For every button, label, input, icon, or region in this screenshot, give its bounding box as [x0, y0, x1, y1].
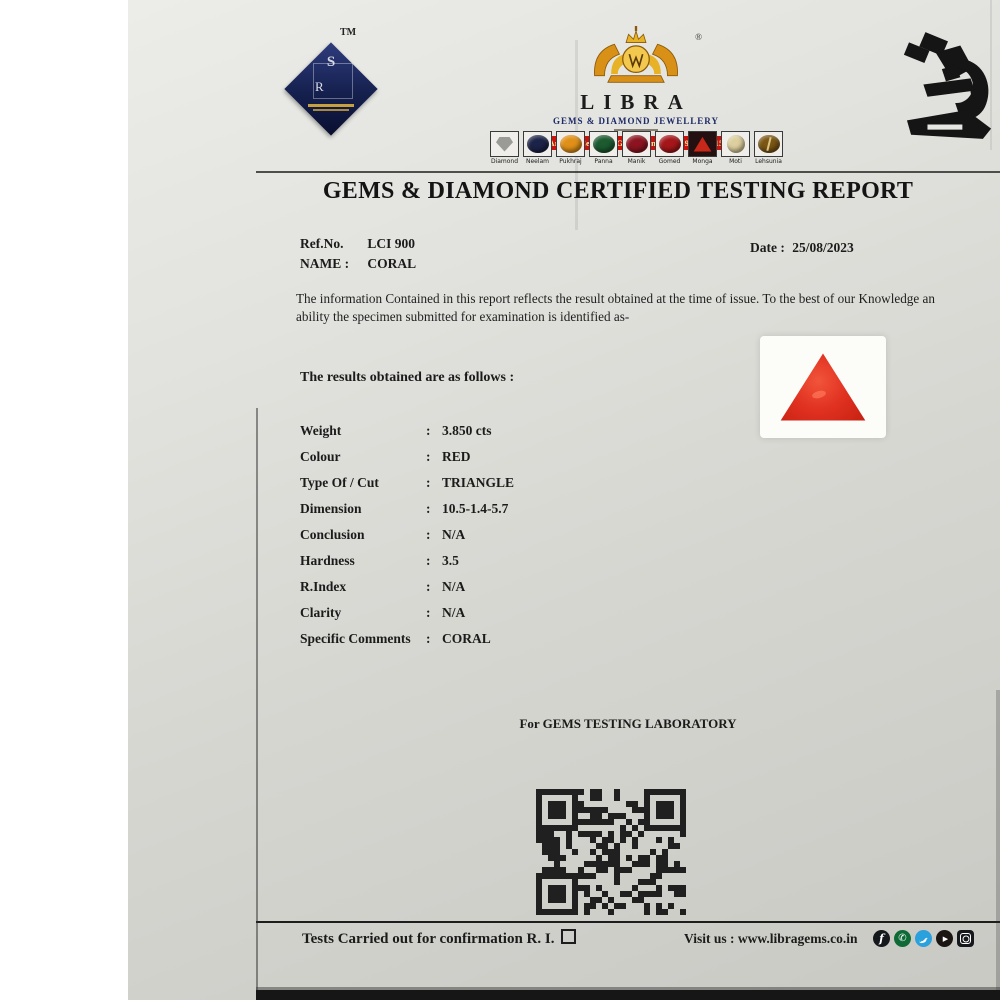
specimen-photo	[760, 336, 886, 438]
sr-diamond-logo	[284, 42, 378, 136]
footer-tests-note: Tests Carried out for confirmation R. I.	[302, 929, 576, 948]
gem-icon-pukhraj: Pukhraj	[556, 131, 585, 166]
table-row: Hardness : 3.5	[300, 553, 459, 568]
youtube-icon	[936, 930, 953, 947]
gem-icon-manik: Manik	[622, 131, 651, 166]
gem-icon-monga: Monga	[688, 131, 717, 166]
iso-banner: An	[544, 136, 729, 150]
logo-letter-r: R	[315, 79, 324, 94]
table-row: Colour : RED	[300, 449, 471, 464]
instagram-icon	[957, 930, 974, 947]
gem-icon-moti: Moti	[721, 131, 750, 166]
specimen-name	[300, 256, 416, 272]
logo-gold-line	[313, 109, 349, 111]
facebook-icon	[873, 930, 890, 947]
gem-icon-panna: Panna	[589, 131, 618, 166]
signature-line: For GEMS TESTING LABORATORY	[519, 716, 737, 731]
gem-icon-gomed: Gomed	[655, 131, 684, 166]
gem-icon-diamond: Diamond	[490, 131, 519, 166]
twitter-icon	[915, 930, 932, 947]
gem-icon-lehsunia: Lehsunia	[754, 131, 783, 166]
logo-letter-s: S	[326, 54, 336, 70]
whatsapp-icon	[894, 930, 911, 947]
crown-emblem-icon	[576, 26, 696, 84]
diamond-shape	[284, 42, 377, 135]
ref-label: Ref.No.	[300, 236, 344, 251]
registered-symbol: ®	[695, 32, 702, 42]
ref-value: LCI 900	[367, 236, 416, 251]
checkbox	[561, 929, 576, 944]
date-label: Date :	[750, 240, 785, 255]
logo-gold-line	[308, 104, 354, 107]
results-table	[300, 418, 514, 652]
intro-paragraph: The information Contained in this report reflects the result obtained at the time of issue. To the best of our Knowledge an ability the specimen submitted for examination is identified as-	[296, 291, 935, 325]
name-label: NAME :	[300, 256, 350, 271]
table-row: R.Index : N/A	[300, 579, 466, 594]
ref-number	[300, 236, 415, 252]
name-value: CORAL	[367, 256, 417, 271]
trademark-symbol: TM	[340, 27, 357, 38]
title-divider	[256, 171, 1000, 173]
date-value: 25/08/2023	[792, 240, 854, 255]
paper-edge	[256, 990, 1000, 1000]
table-row: Clarity : N/A	[300, 605, 466, 620]
social-icons	[873, 930, 974, 947]
footer-divider	[256, 921, 1000, 923]
microscope-icon	[896, 26, 1000, 144]
brand-tagline: GEMS & DIAMOND JEWELLERY	[553, 116, 719, 126]
certificate-paper	[128, 0, 1000, 1000]
paper-edge	[256, 408, 258, 990]
results-heading: The results obtained are as follows :	[300, 370, 515, 385]
page-title: GEMS & DIAMOND CERTIFIED TESTING REPORT	[322, 178, 914, 204]
brand-name: LIBRA	[580, 90, 692, 114]
coral-triangle-gem	[777, 349, 869, 425]
table-row: Specific Comments : CORAL	[300, 631, 491, 646]
table-row: Type Of / Cut : TRIANGLE	[300, 475, 515, 490]
gem-strip	[490, 131, 783, 166]
report-date	[750, 240, 854, 256]
gem-icon-neelam: Neelam	[523, 131, 552, 166]
paper-edge	[996, 690, 1000, 1000]
website-text: Visit us : www.libragems.co.in	[684, 931, 858, 946]
table-row: Dimension : 10.5-1.4-5.7	[300, 501, 509, 516]
qr-code	[536, 789, 686, 915]
table-row: Weight : 3.850 cts	[300, 423, 492, 438]
table-row: Conclusion : N/A	[300, 527, 466, 542]
